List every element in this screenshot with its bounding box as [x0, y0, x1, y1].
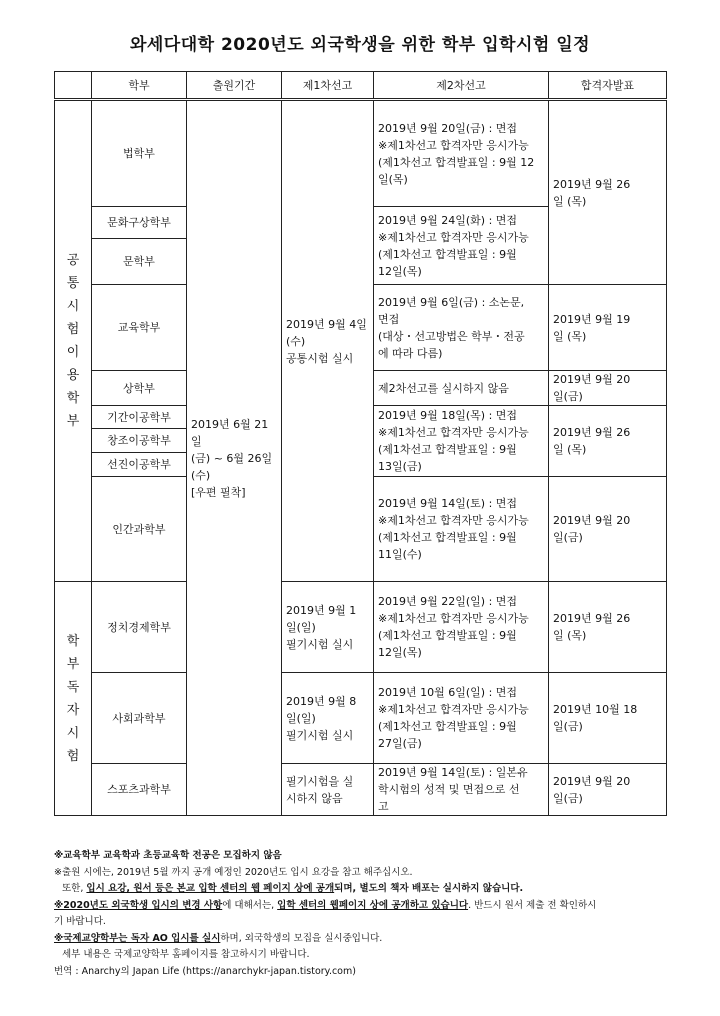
result-human: 2019년 9월 20 일(금) [549, 477, 667, 582]
second-selection-education: 2019년 9월 6일(금) : 소논문, 면접 (대상・선고방법은 학부・전공 에 따라 다름) [374, 285, 549, 371]
faculty-commerce: 상학부 [92, 371, 187, 406]
faculty-education: 교육학부 [92, 285, 187, 371]
first-selection-social-sciences: 2019년 9월 8 일(일) 필기시험 실시 [282, 673, 374, 764]
page-title: 와세다대학 2020년도 외국학생을 위한 학부 입학시험 일정 [129, 35, 591, 55]
faculty-human-sciences: 인간과학부 [92, 477, 187, 582]
table-header-row [55, 72, 667, 100]
faculty-literature: 문학부 [92, 239, 187, 285]
second-selection-human: 2019년 9월 14일(토) : 면접 ※제1차선고 합격자만 응시가능 (제1차선고 합격발표일 : 9월 11일(수) [374, 477, 549, 582]
application-period: 2019년 6월 21일 (금) ~ 6월 26일 (수) [우편 필착] [187, 100, 282, 816]
table-row [55, 764, 667, 816]
note-translation-credit: 번역 : Anarchy의 Japan Life (https://anarchykr-japan.tistory.com) [54, 965, 356, 977]
header-results: 합격자발표 [549, 72, 667, 100]
second-selection-commerce: 제2차선고를 실시하지 않음 [374, 371, 549, 406]
footnotes [54, 848, 674, 980]
note-education-exclusion: ※교육학부 교육학과 초등교육학 전공은 모집하지 않음 [54, 850, 282, 861]
result-law-bunka-lit: 2019년 9월 26 일 (목) [549, 100, 667, 285]
header-second-selection: 제2차선고 [374, 72, 549, 100]
table-row [55, 100, 667, 207]
result-social-sciences: 2019년 10월 18 일(금) [549, 673, 667, 764]
faculty-sport-sciences: 스포츠과학부 [92, 764, 187, 816]
table-row [55, 673, 667, 764]
group-common-exam: 공 통 시 험 이 용 학 부 [55, 100, 92, 582]
first-selection-common: 2019년 9월 4일 (수) 공통시험 실시 [282, 100, 374, 582]
note-guidelines: ※출원 시에는, 2019년 5월 까지 공개 예정인 2020년도 입시 요강을 참고 해주십시오. [54, 866, 413, 878]
header-first-selection: 제1차선고 [282, 72, 374, 100]
faculty-fundamental-science: 기간이공학부 [92, 406, 187, 429]
first-selection-sport-sciences: 필기시험을 실 시하지 않음 [282, 764, 374, 816]
header-group [55, 72, 92, 100]
note-changes: ※2020년도 외국학생 입시의 변경 사항에 대해서는, 입학 센터의 웹페이지 상에 공개하고 있습니다. 반드시 원서 제출 전 확인하시 [54, 899, 597, 911]
note-web-publication: 또한, 입시 요강, 원서 등은 본교 입학 센터의 웹 페이지 상에 공개되며, 별도의 책자 배포는 실시하지 않습니다. [62, 883, 524, 894]
second-selection-bunka: 2019년 9월 24일(화) : 면접 ※제1차선고 합격자만 응시가능 (제1차선고 합격발표일 : 9월 12일(목) [374, 207, 549, 285]
faculty-advanced-science: 선진이공학부 [92, 453, 187, 477]
result-commerce: 2019년 9월 20 일(금) [549, 371, 667, 406]
group-own-exam: 학 부 독 자 시 험 [55, 582, 92, 816]
note-international-liberal: ※국제교양학부는 독자 AO 입시를 실시하며, 외국학생의 모집을 실시중입니다. [54, 932, 383, 944]
second-selection-sport-sciences: 2019년 9월 14일(토) : 일본유 학시험의 성적 및 면접으로 선 고 [374, 764, 549, 816]
result-sport-sciences: 2019년 9월 20 일(금) [549, 764, 667, 816]
header-faculty: 학부 [92, 72, 187, 100]
table-row [55, 582, 667, 673]
note-changes-cont: 기 바랍니다. [54, 916, 106, 927]
second-selection-science: 2019년 9월 18일(목) : 면접 ※제1차선고 합격자만 응시가능 (제1차선고 합격발표일 : 9월 13일(금) [374, 406, 549, 477]
faculty-political-economy: 정치경제학부 [92, 582, 187, 673]
note-homepage: 세부 내용은 국제교양학부 홈페이지를 참고하시기 바랍니다. [62, 949, 310, 960]
header-application-period: 출원기간 [187, 72, 282, 100]
first-selection-political-economy: 2019년 9월 1 일(일) 필기시험 실시 [282, 582, 374, 673]
schedule-table [54, 71, 667, 816]
second-selection-law: 2019년 9월 20일(금) : 면접 ※제1차선고 합격자만 응시가능 (제1차선고 합격발표일 : 9월 12 일(목) [374, 100, 549, 207]
faculty-law: 법학부 [92, 100, 187, 207]
second-selection-political-economy: 2019년 9월 22일(일) : 면접 ※제1차선고 합격자만 응시가능 (제1차선고 합격발표일 : 9월 12일(목) [374, 582, 549, 673]
faculty-bunka: 문화구상학부 [92, 207, 187, 239]
result-science: 2019년 9월 26 일 (목) [549, 406, 667, 477]
faculty-creative-science: 창조이공학부 [92, 429, 187, 453]
result-political-economy: 2019년 9월 26 일 (목) [549, 582, 667, 673]
result-education: 2019년 9월 19 일 (목) [549, 285, 667, 371]
faculty-social-sciences: 사회과학부 [92, 673, 187, 764]
second-selection-social-sciences: 2019년 10월 6일(일) : 면접 ※제1차선고 합격자만 응시가능 (제1차선고 합격발표일 : 9월 27일(금) [374, 673, 549, 764]
